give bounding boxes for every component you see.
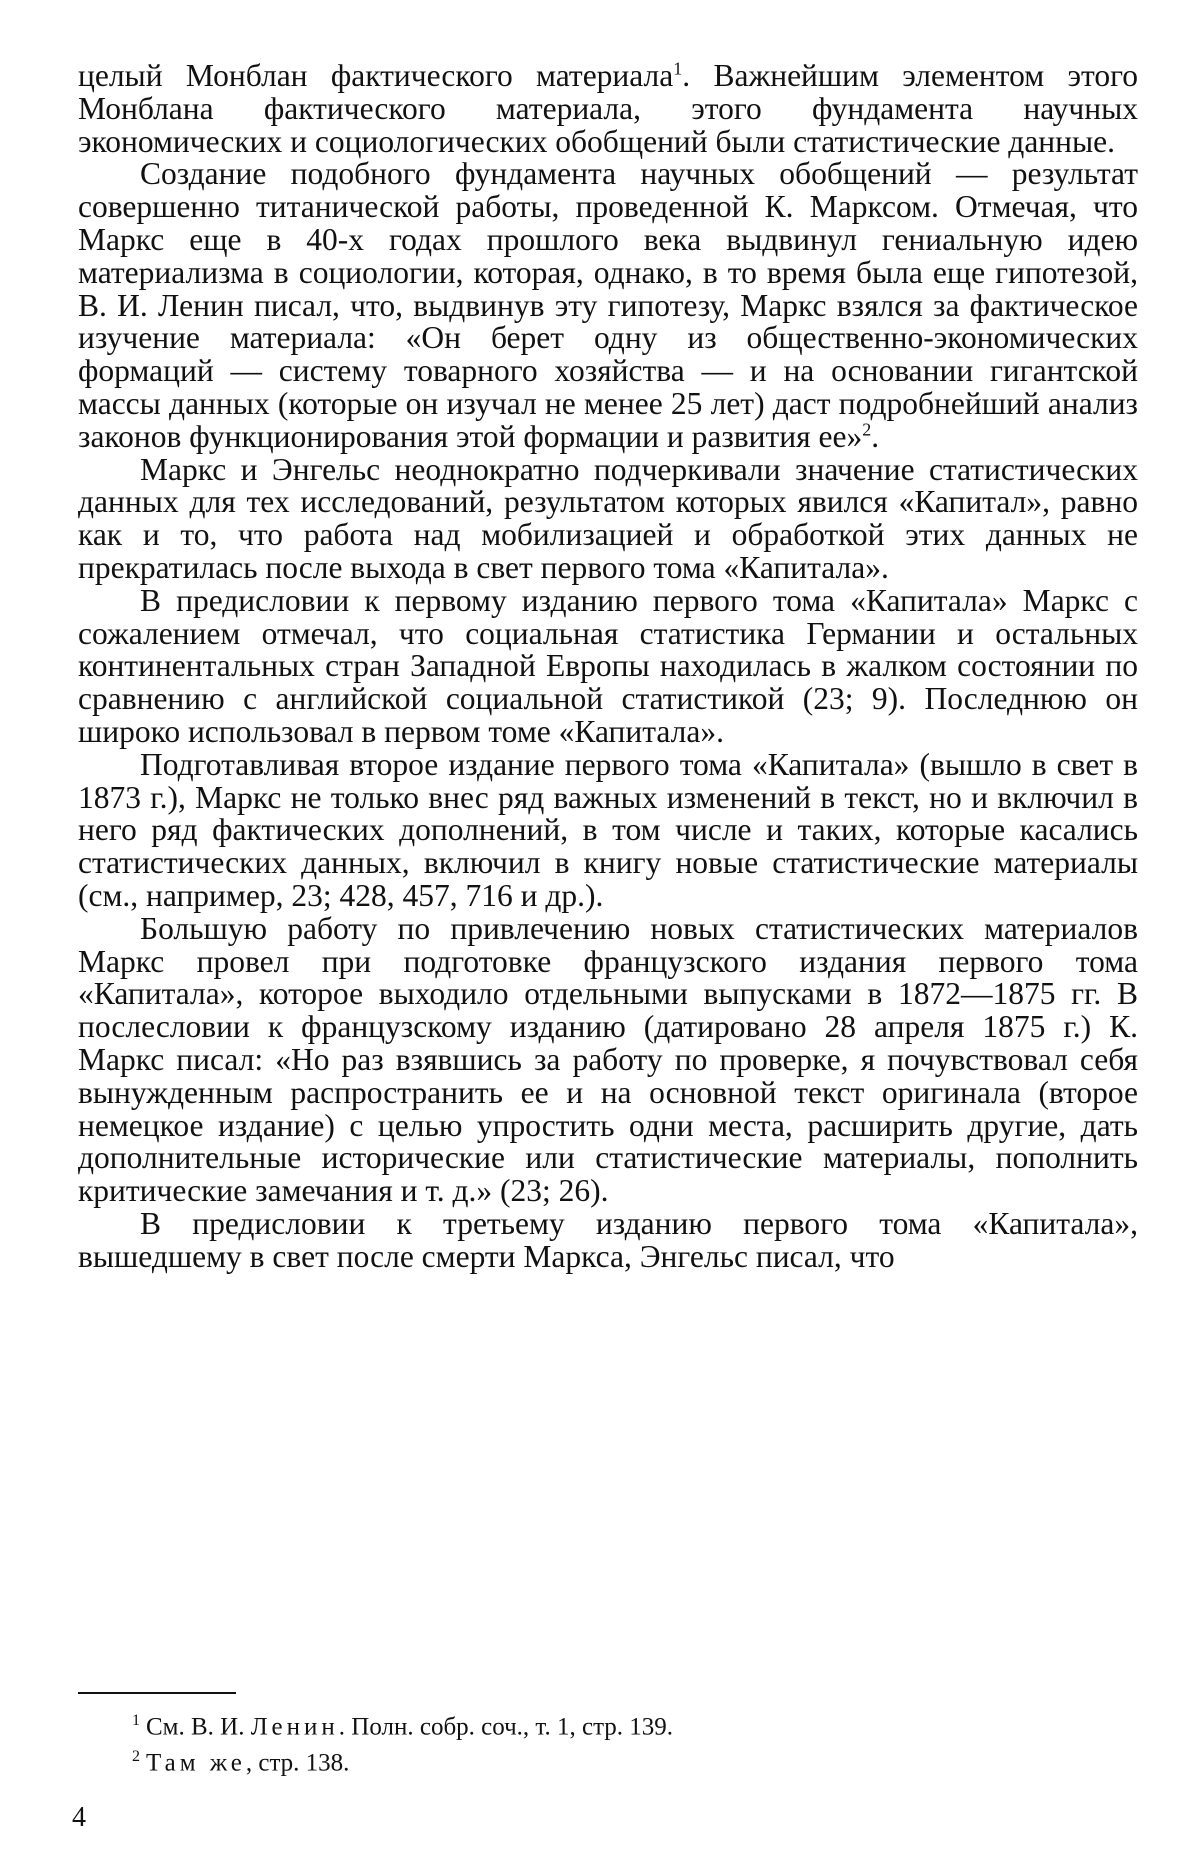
paragraph-5 [78, 746, 1138, 913]
footnote-ref-1: 1 [673, 58, 683, 79]
paragraph-1 [78, 60, 1138, 158]
paragraph-7 [78, 1205, 1138, 1274]
paragraph-text: Подготавливая второе издание первого тома «Капитала» (вышло в свет в 1873 г.), Маркс не только внес ряд важных изменений в текст, но и включил в него ряд фактических дополнений, в том числе и таких, которые касались статистических данных, включил в книгу новые статистические материалы (см., например, 23; 428, 457, 716 и др.). [78, 746, 1138, 913]
paragraph-text: Маркс и Энгельс неоднократно подчеркивали значение статистических данных для тех исследований, результатом которых явился «Капитал», равно как и то, что работа над мобилизацией и обработкой этих данных не прекратилась после выхода в свет первого тома «Капитала». [78, 451, 1138, 585]
paragraph-2 [78, 158, 1138, 453]
paragraph-text-continued: . Важнейшим элементом этого Монблана фактического материала, этого фундамента научных экономических и социологических обобщений были статистические данные. [78, 58, 1138, 159]
footnote-mark: 1 [132, 1712, 140, 1729]
paragraph-text: Большую работу по привлечению новых статистических материалов Маркс провел при подготовке французского издания первого тома «Капитала», которое выходило отдельными выпусками в 1872—1875 гг. В послесловии к французскому изданию (датировано 28 апреля 1875 г.) К. Маркс писал: «Но раз взявшись за работу по проверке, я почувствовал себя вынужденным распространить ее и на основной текст оригинала (второе немецкое издание) с целью упростить одни места, расширить другие, дать дополнительные исторические или статистические материалы, пополнить критические замечания и т. д.» (23; 26). [78, 910, 1138, 1209]
paragraph-4 [78, 582, 1138, 749]
footnote-divider [78, 1692, 236, 1694]
paragraph-3 [78, 451, 1138, 585]
footnotes [132, 1706, 1132, 1779]
footnote-1 [132, 1706, 1132, 1742]
footnote-mark: 2 [132, 1748, 140, 1766]
footnote-ibid: Там же [146, 1749, 246, 1777]
footnote-source: , стр. 138. [245, 1749, 350, 1777]
paragraph-text-continued: . [871, 418, 880, 454]
footnote-prefix: См. В. И. [146, 1713, 251, 1741]
paragraph-text: целый Монблан фактического материала [78, 58, 674, 93]
paragraph-text: В предисловии к первому изданию первого тома «Капитала» Маркс с сожалением отмечал, что социальная статистика Германии и остальных континентальных стран Западной Европы находилась в жалком состоянии по сравнению с английской социальной статистикой (23; 9). Последнюю он широко использовал в первом томе «Капитала». [78, 582, 1138, 749]
footnote-source: . Полн. собр. соч., т. 1, стр. 139. [338, 1713, 674, 1741]
footnote-2 [132, 1742, 1132, 1778]
paragraph-text: Создание подобного фундамента научных обобщений — результат совершенно титанической работы, проведенной К. Марксом. Отмечая, что Маркс еще в 40-х годах прошлого века выдвинул гениальную идею материализма в социологии, которая, однако, в то время была еще гипотезой, В. И. Ленин писал, что, выдвинув эту гипотезу, Маркс взялся за фактическое изучение материала: «Он берет одну из общественно-экономических формаций — систему товарного хозяйства — и на основании гигантской массы данных (которые он изучал не менее 25 лет) даст подробнейший анализ законов функционирования этой формации и развития ее» [78, 156, 1138, 454]
main-text [78, 60, 1138, 1273]
paragraph-text: В предисловии к третьему изданию первого тома «Капитала», вышедшему в свет после смерти Маркса, Энгельс писал, что [78, 1205, 1138, 1274]
paragraph-6 [78, 910, 1138, 1209]
footnote-author: Ленин [250, 1713, 339, 1741]
footnote-ref-2: 2 [862, 419, 872, 440]
page-number: 4 [72, 1802, 86, 1833]
